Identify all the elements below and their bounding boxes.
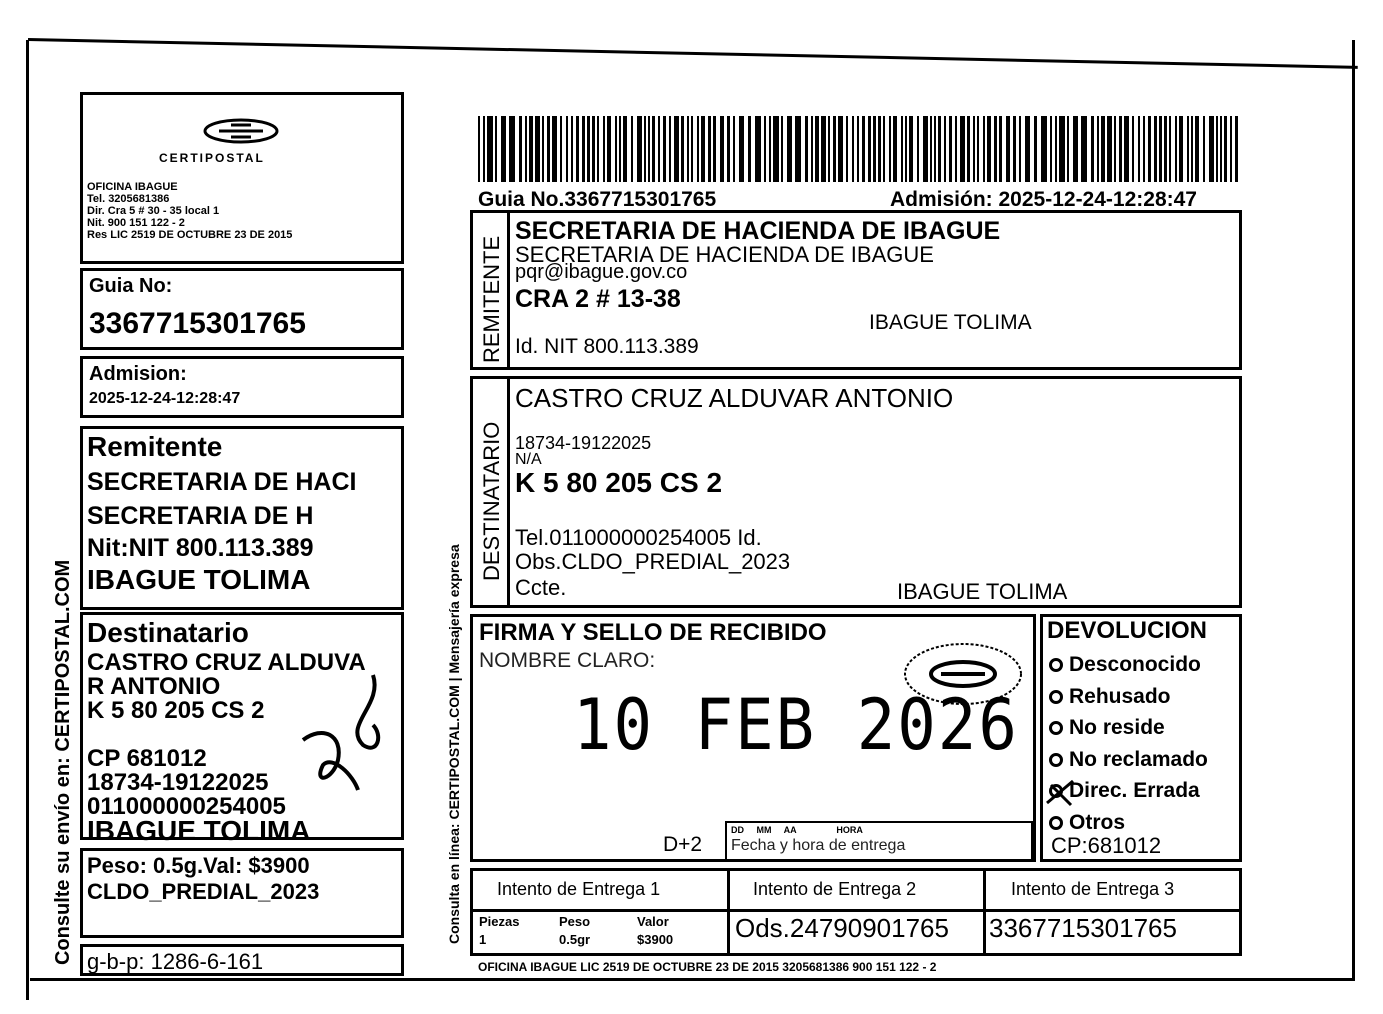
barcode-bar xyxy=(1220,116,1222,182)
barcode-bar xyxy=(1081,116,1087,182)
barcode-bar xyxy=(755,116,761,182)
stub-peso-box xyxy=(80,848,404,938)
barcode-bar xyxy=(781,116,783,182)
barcode-bar xyxy=(1235,116,1238,182)
devolucion-option-no-reside[interactable] xyxy=(1049,712,1208,744)
barcode-bar xyxy=(1055,116,1057,182)
intentos-table xyxy=(470,868,1242,956)
barcode-bar xyxy=(1159,116,1162,182)
barcode-bar xyxy=(1179,116,1183,182)
barcode-bar xyxy=(637,116,642,182)
barcode-bar xyxy=(878,116,881,182)
barcode-bar xyxy=(873,116,876,182)
barcode-bar xyxy=(529,116,533,182)
option-label: No reside xyxy=(1069,716,1165,739)
barcode-bar xyxy=(487,116,493,182)
office-line: Res LIC 2519 DE OCTUBRE 23 DE 2015 xyxy=(87,229,293,241)
barcode-bar xyxy=(923,116,928,182)
barcode-bar xyxy=(501,116,506,182)
barcode-bar xyxy=(648,116,650,182)
destinatario-tel: Tel.011000000254005 Id. xyxy=(515,525,762,550)
barcode-bar xyxy=(949,116,952,182)
barcode-bar xyxy=(748,116,751,182)
delivery-date-caption: Fecha y hora de entrega xyxy=(731,837,906,854)
divider xyxy=(507,379,510,605)
devolucion-options xyxy=(1049,649,1208,838)
intento-1-header: Intento de Entrega 1 xyxy=(497,879,661,899)
barcode-bar xyxy=(708,116,711,182)
stub-remitente-line: SECRETARIA DE H xyxy=(87,502,314,530)
barcode-bar xyxy=(582,116,585,182)
stub-destinatario-title: Destinatario xyxy=(87,617,249,648)
devolucion-option-rehusado[interactable] xyxy=(1049,681,1208,713)
stub-admision-label: Admision: xyxy=(89,363,187,385)
barcode-bar xyxy=(983,116,985,182)
stub-destinatario-line: R ANTONIO xyxy=(87,673,221,700)
barcode-bar xyxy=(495,116,497,182)
barcode-bar xyxy=(1019,116,1021,182)
firma-box xyxy=(470,614,1036,862)
barcode-bar xyxy=(603,116,605,182)
carrier-logo-text: CERTIPOSTAL xyxy=(159,151,265,165)
devolucion-option-desconocido[interactable] xyxy=(1049,649,1208,681)
barcode-bar xyxy=(838,116,843,182)
barcode-bar xyxy=(994,116,997,182)
destinatario-city: IBAGUE TOLIMA xyxy=(897,579,1068,604)
barcode-bar xyxy=(1154,116,1157,182)
barcode-bar xyxy=(977,116,979,182)
destinatario-ccte: Ccte. xyxy=(515,575,567,600)
radio-icon xyxy=(1049,816,1063,830)
barcode-bar xyxy=(713,116,716,182)
remitente-name: SECRETARIA DE HACIENDA DE IBAGUE xyxy=(515,242,934,267)
barcode-bar xyxy=(571,116,573,182)
barcode-bar xyxy=(1073,116,1078,182)
carrier-logo-icon xyxy=(201,117,281,145)
barcode-bar xyxy=(1230,116,1232,182)
office-line: Tel. 3205681386 xyxy=(87,193,170,205)
barcode-bar xyxy=(909,116,913,182)
barcode-bar xyxy=(509,116,515,182)
barcode-bar xyxy=(687,116,689,182)
barcode-bar xyxy=(525,116,527,182)
office-line: OFICINA IBAGUE xyxy=(87,181,178,193)
barcode-bar xyxy=(733,116,735,182)
barcode-bar xyxy=(1013,116,1016,182)
barcode-bar xyxy=(1132,116,1134,182)
center-vertical-text: Consulta en línea: CERTIPOSTAL.COM | Mensajería expresa xyxy=(446,544,462,944)
intento-3-header: Intento de Entrega 3 xyxy=(1011,879,1175,899)
stub-remitente-lines xyxy=(87,465,356,597)
stub-destinatario-line: K 5 80 205 CS 2 xyxy=(87,697,265,724)
barcode-bar xyxy=(828,116,830,182)
barcode-bar xyxy=(805,116,808,182)
barcode-bar xyxy=(547,116,550,182)
divider xyxy=(507,213,510,367)
stub-guia-box xyxy=(80,268,404,350)
barcode-bar xyxy=(1101,116,1105,182)
barcode-bar xyxy=(519,116,522,182)
barcode-bar xyxy=(597,116,599,182)
footer-office-line: OFICINA IBAGUE LIC 2519 DE OCTUBRE 23 DE 2015 3205681386 900 151 122 - 2 xyxy=(478,960,937,974)
barcode-bar xyxy=(720,116,724,182)
barcode-bar xyxy=(1175,116,1177,182)
barcode-bar xyxy=(944,116,946,182)
barcode-bar xyxy=(1050,116,1052,182)
barcode-bar xyxy=(1195,116,1199,182)
barcode-bar xyxy=(960,116,965,182)
barcode-bar xyxy=(587,116,590,182)
stub-peso-line: Peso: 0.5g.Val: $3900 xyxy=(87,853,310,878)
barcode-bar xyxy=(483,116,485,182)
carrier-office-info xyxy=(87,181,292,241)
barcode-bar xyxy=(1138,116,1140,182)
main-admision-header: Admisión: 2025-12-24-12:28:47 xyxy=(890,188,1197,211)
main-destinatario-box xyxy=(470,376,1242,608)
radio-icon xyxy=(1049,658,1063,672)
barcode-bar xyxy=(811,116,813,182)
barcode-bar xyxy=(623,116,627,182)
barcode-bar xyxy=(769,116,771,182)
valor-cell xyxy=(637,913,673,949)
barcode-bar xyxy=(955,116,957,182)
barcode-bar xyxy=(821,116,826,182)
barcode-bar xyxy=(663,116,666,182)
option-label: No reclamado xyxy=(1069,747,1208,771)
barcode-bar xyxy=(1187,116,1189,182)
radio-icon xyxy=(1049,690,1063,704)
stub-destinatario-line: IBAGUE TOLIMA xyxy=(87,815,311,846)
barcode-bar xyxy=(999,116,1002,182)
barcode-bar xyxy=(967,116,970,182)
paper-edge-right xyxy=(1352,40,1355,980)
barcode-bar xyxy=(773,116,779,182)
barcode-bar xyxy=(1006,116,1010,182)
remitente-vertical-label: REMITENTE xyxy=(479,235,504,363)
barcode-bar xyxy=(619,116,621,182)
barcode-bar xyxy=(658,116,660,182)
handwritten-x-mark-icon xyxy=(1043,777,1079,807)
barcode-bar xyxy=(1097,116,1099,182)
divider xyxy=(473,909,1239,912)
paper-edge-top xyxy=(28,38,1358,69)
barcode-bar xyxy=(1067,116,1069,182)
intento-2-header: Intento de Entrega 2 xyxy=(753,879,917,899)
barcode-bar xyxy=(1107,116,1112,182)
barcode-bar xyxy=(652,116,655,182)
received-date-stamp: 10 FEB 2026 xyxy=(573,685,1019,767)
option-label: Rehusado xyxy=(1069,684,1171,708)
barcode-bar xyxy=(934,116,936,182)
barcode-bar xyxy=(846,116,848,182)
stub-admision-box xyxy=(80,356,404,418)
option-label: Desconocido xyxy=(1069,653,1201,676)
firma-title: FIRMA Y SELLO DE RECIBIDO xyxy=(479,619,827,646)
barcode-bar xyxy=(739,116,744,182)
destinatario-name: CASTRO CRUZ ALDUVAR ANTONIO xyxy=(515,383,954,413)
main-guia-header: Guia No.3367715301765 xyxy=(478,188,717,211)
barcode-bar xyxy=(893,116,897,182)
carrier-header-box xyxy=(80,92,404,264)
devolucion-title: DEVOLUCION xyxy=(1047,617,1208,644)
stub-remitente-line: Nit:NIT 800.113.389 xyxy=(87,534,314,562)
devolucion-cp: CP:681012 xyxy=(1051,833,1162,858)
barcode-bar xyxy=(1143,116,1145,182)
stub-destinatario-line: 18734-19122025 xyxy=(87,769,269,796)
barcode-bar xyxy=(674,116,679,182)
barcode-bar xyxy=(833,116,836,182)
stub-guia-value: 3367715301765 xyxy=(89,307,306,340)
barcode-bar xyxy=(795,116,801,182)
barcode-bar xyxy=(607,116,611,182)
option-label: Direc. Errada xyxy=(1069,779,1200,802)
barcode-bar xyxy=(701,116,705,182)
barcode-bar xyxy=(1041,116,1047,182)
piezas-label: Piezas xyxy=(479,914,520,929)
barcode-bar xyxy=(1091,116,1094,182)
stub-admision-value: 2025-12-24-12:28:47 xyxy=(89,390,241,407)
radio-icon xyxy=(1049,753,1063,767)
barcode-bar xyxy=(938,116,941,182)
divider xyxy=(727,871,730,953)
side-vertical-text: Consulte su envío en: CERTIPOSTAL.COM xyxy=(52,559,74,965)
barcode-bar xyxy=(901,116,903,182)
barcode-bar xyxy=(1119,116,1122,182)
barcode-bar xyxy=(1114,116,1116,182)
barcode-bar xyxy=(535,116,540,182)
handwritten-signature-icon xyxy=(283,665,393,795)
peso-label: Peso xyxy=(559,914,591,929)
barcode-bar xyxy=(917,116,919,182)
remitente-address: CRA 2 # 13-38 xyxy=(515,285,681,313)
destinatario-ref: 18734-19122025 xyxy=(515,433,652,453)
devolucion-option-direc-errada[interactable] xyxy=(1049,775,1208,807)
barcode-bar xyxy=(862,116,865,182)
valor-label: Valor xyxy=(637,914,669,929)
remitente-email: pqr@ibague.gov.co xyxy=(515,261,688,283)
guia-bottom-value: 3367715301765 xyxy=(989,913,1177,943)
barcode-bar xyxy=(868,116,871,182)
barcode-bar xyxy=(1034,116,1037,182)
barcode-bar xyxy=(615,116,617,182)
barcode-bar xyxy=(552,116,557,182)
destinatario-vertical-label: DESTINATARIO xyxy=(479,421,504,581)
barcode-bar xyxy=(815,116,819,182)
devolucion-box xyxy=(1040,614,1242,862)
piezas-cell xyxy=(479,913,519,949)
barcode-bar xyxy=(973,116,975,182)
barcode-bar xyxy=(727,116,730,182)
firma-dplus: D+2 xyxy=(663,833,703,856)
barcode xyxy=(478,116,1242,182)
barcode-bar xyxy=(1216,116,1218,182)
barcode-bar xyxy=(764,116,766,182)
office-line: Nit. 900 151 122 - 2 xyxy=(87,217,185,229)
stub-destinatario-box xyxy=(80,612,404,846)
stub-destinatario-line: 011000000254005 xyxy=(87,793,286,820)
barcode-bar xyxy=(1025,116,1030,182)
barcode-bar xyxy=(1148,116,1151,182)
stub-destinatario-line: CP 681012 xyxy=(87,745,207,772)
piezas-value: 1 xyxy=(479,932,487,947)
barcode-bar xyxy=(857,116,859,182)
remitente-city: IBAGUE TOLIMA xyxy=(869,311,1032,334)
barcode-bar xyxy=(1169,116,1171,182)
barcode-bar xyxy=(1203,116,1205,182)
barcode-bar xyxy=(697,116,699,182)
stub-remitente-line: SECRETARIA DE HACI xyxy=(87,468,357,496)
barcode-bar xyxy=(478,116,480,182)
barcode-bar xyxy=(669,116,671,182)
barcode-bar xyxy=(691,116,693,182)
option-label: Otros xyxy=(1069,810,1126,834)
ods-value: Ods.24790901765 xyxy=(735,913,949,943)
barcode-bar xyxy=(631,116,633,182)
barcode-bar xyxy=(930,116,932,182)
barcode-bar xyxy=(889,116,891,182)
barcode-bar xyxy=(542,116,544,182)
destinatario-obs: Obs.CLDO_PREDIAL_2023 xyxy=(515,549,791,574)
barcode-bar xyxy=(1059,116,1065,182)
barcode-bar xyxy=(987,116,991,182)
stub-remitente-line: IBAGUE TOLIMA xyxy=(87,564,311,595)
barcode-bar xyxy=(681,116,684,182)
stub-gbp-box xyxy=(80,944,404,976)
barcode-bar xyxy=(883,116,885,182)
main-remitente-box xyxy=(470,210,1242,370)
devolucion-option-no-reclamado[interactable] xyxy=(1049,744,1208,776)
delivery-date-field[interactable] xyxy=(725,821,1033,861)
barcode-bar xyxy=(1224,116,1227,182)
paper-edge-left xyxy=(26,40,29,1000)
remitente-id: Id. NIT 800.113.389 xyxy=(515,335,699,358)
stub-remitente-box xyxy=(80,426,404,610)
barcode-bar xyxy=(852,116,854,182)
stub-obs-line: CLDO_PREDIAL_2023 xyxy=(87,879,320,904)
barcode-bar xyxy=(566,116,568,182)
delivery-date-fields: DD MM AA HORA xyxy=(731,825,863,835)
stub-destinatario-line: CASTRO CRUZ ALDUVA xyxy=(87,649,366,676)
barcode-bar xyxy=(1124,116,1129,182)
destinatario-address: K 5 80 205 CS 2 xyxy=(515,467,723,498)
divider xyxy=(983,871,986,953)
stub-guia-label: Guia No: xyxy=(89,275,173,297)
barcode-bar xyxy=(1164,116,1167,182)
barcode-bar xyxy=(1209,116,1214,182)
stub-gbp-line: g-b-p: 1286-6-161 xyxy=(87,949,264,974)
paper-edge-bottom xyxy=(30,978,1355,981)
firma-nombre: NOMBRE CLARO: xyxy=(479,649,656,672)
barcode-bar xyxy=(576,116,579,182)
peso-value: 0.5gr xyxy=(559,932,591,947)
barcode-bar xyxy=(787,116,792,182)
barcode-bar xyxy=(644,116,646,182)
office-line: Dir. Cra 5 # 30 - 35 local 1 xyxy=(87,205,220,217)
radio-icon xyxy=(1049,721,1063,735)
barcode-bar xyxy=(1191,116,1193,182)
remitente-name-bold: SECRETARIA DE HACIENDA DE IBAGUE xyxy=(515,217,1001,245)
stub-remitente-title: Remitente xyxy=(87,431,223,462)
barcode-bar xyxy=(592,116,595,182)
valor-value: $3900 xyxy=(637,932,674,947)
peso-cell xyxy=(559,913,590,949)
barcode-bar xyxy=(560,116,562,182)
destinatario-na: N/A xyxy=(515,451,542,468)
barcode-bar xyxy=(905,116,907,182)
